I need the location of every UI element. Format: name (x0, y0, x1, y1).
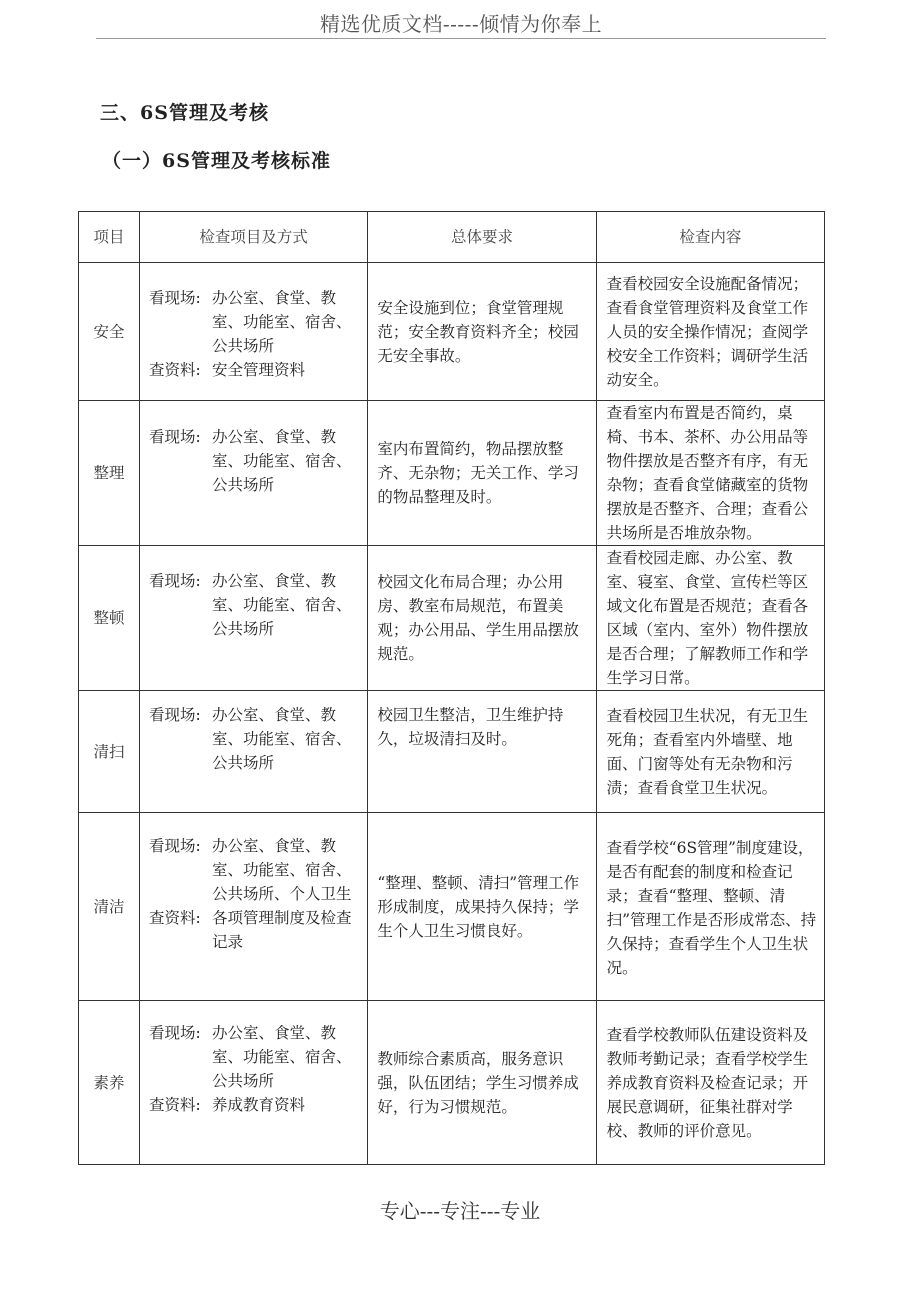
docs-label: 查资料: (149, 1096, 201, 1114)
item-cell: 整理 (79, 401, 140, 546)
docs-value: 各项管理制度及检查记录 (212, 909, 352, 951)
content-cell: 查看校园卫生状况，有无卫生死角；查看室内外墙壁、地面、门窗等处有无杂物和污渍；查看食堂卫生状况。 (596, 691, 824, 813)
table-row (79, 401, 825, 546)
table-row (79, 691, 825, 813)
method-cell (140, 813, 368, 1001)
site-label: 看现场: (149, 289, 201, 307)
column-header-method: 检查项目及方式 (140, 212, 368, 263)
requirement-cell: 校园文化布局合理；办公用房、教室布局规范，布置美观；办公用品、学生用品摆放规范。 (368, 546, 596, 691)
requirement-cell: 教师综合素质高，服务意识强，队伍团结；学生习惯养成好，行为习惯规范。 (368, 1001, 596, 1165)
header-divider (96, 38, 826, 39)
table-header-row (79, 212, 825, 263)
page-footer: 专心---专注---专业 (379, 1199, 541, 1223)
item-cell: 清洁 (79, 813, 140, 1001)
item-cell: 素养 (79, 1001, 140, 1165)
site-value: 办公室、食堂、教室、功能室、宿舍、公共场所 (212, 289, 352, 355)
column-header-requirement: 总体要求 (368, 212, 596, 263)
site-value: 办公室、食堂、教室、功能室、宿舍、公共场所 (212, 572, 352, 638)
page-header: 精选优质文档-----倾情为你奉上 (319, 12, 603, 36)
docs-label: 查资料: (149, 361, 201, 379)
item-cell: 整顿 (79, 546, 140, 691)
docs-label: 查资料: (149, 909, 201, 927)
method-cell (140, 691, 368, 813)
table-row (79, 546, 825, 691)
content-cell: 查看校园安全设施配备情况；查看食堂管理资料及食堂工作人员的安全操作情况；查阅学校安全工作资料；调研学生活动安全。 (596, 263, 824, 401)
site-value: 办公室、食堂、教室、功能室、宿舍、公共场所 (212, 706, 352, 772)
requirement-cell: 安全设施到位；食堂管理规范；安全教育资料齐全；校园无安全事故。 (368, 263, 596, 401)
section-title: 三、6S管理及考核 (100, 102, 269, 124)
site-value: 办公室、食堂、教室、功能室、宿舍、公共场所 (212, 1024, 352, 1090)
table-row (79, 263, 825, 401)
requirement-cell: “整理、整顿、清扫”管理工作形成制度，成果持久保持；学生个人卫生习惯良好。 (368, 813, 596, 1001)
docs-value: 安全管理资料 (212, 361, 306, 379)
content-cell: 查看学校“6S管理”制度建设，是否有配套的制度和检查记录；查看“整理、整顿、清扫”管理工作是否形成常态、持久保持；查看学生个人卫生状况。 (596, 813, 824, 1001)
requirement-cell: 校园卫生整洁，卫生维护持久，垃圾清扫及时。 (368, 691, 596, 813)
site-label: 看现场: (149, 572, 201, 590)
content-cell: 查看室内布置是否简约，桌椅、书本、茶杯、办公用品等物件摆放是否整齐有序，有无杂物；查看食堂储藏室的货物摆放是否整齐、合理；查看公共场所是否堆放杂物。 (596, 401, 824, 546)
content-cell: 查看学校教师队伍建设资料及教师考勤记录；查看学校学生养成教育资料及检查记录；开展民意调研，征集社群对学校、教师的评价意见。 (596, 1001, 824, 1165)
site-value: 办公室、食堂、教室、功能室、宿舍、公共场所 (212, 428, 352, 494)
method-cell (140, 263, 368, 401)
standards-table (78, 211, 825, 1165)
method-cell (140, 401, 368, 546)
requirement-cell: 室内布置简约，物品摆放整齐、无杂物；无关工作、学习的物品整理及时。 (368, 401, 596, 546)
subsection-title: （一）6S管理及考核标准 (102, 150, 331, 172)
item-cell: 安全 (79, 263, 140, 401)
site-label: 看现场: (149, 837, 201, 855)
site-label: 看现场: (149, 1024, 201, 1042)
table-row (79, 813, 825, 1001)
site-label: 看现场: (149, 706, 201, 724)
docs-value: 养成教育资料 (212, 1096, 306, 1114)
site-label: 看现场: (149, 428, 201, 446)
table-row (79, 1001, 825, 1165)
column-header-item: 项目 (79, 212, 140, 263)
method-cell (140, 546, 368, 691)
content-cell: 查看校园走廊、办公室、教室、寝室、食堂、宣传栏等区域文化布置是否规范；查看各区域（室内、室外）物件摆放是否合理；了解教师工作和学生学习日常。 (596, 546, 824, 691)
item-cell: 清扫 (79, 691, 140, 813)
method-cell (140, 1001, 368, 1165)
site-value: 办公室、食堂、教室、功能室、宿舍、公共场所、个人卫生 (212, 837, 352, 903)
column-header-content: 检查内容 (596, 212, 824, 263)
